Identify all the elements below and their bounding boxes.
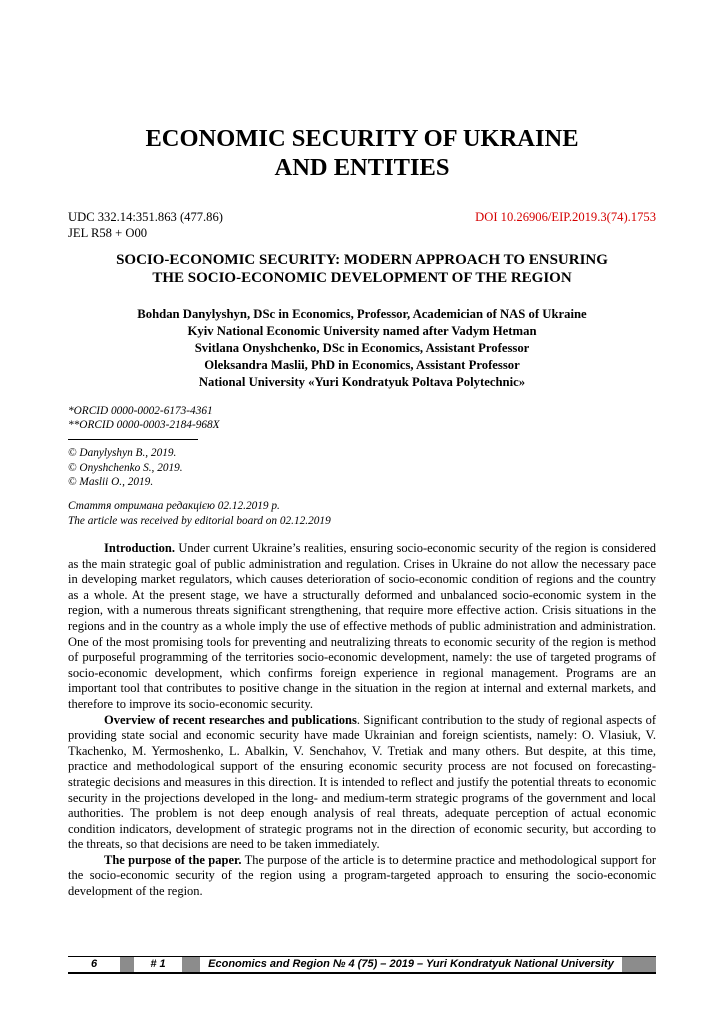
issue-number: # 1 <box>134 957 182 972</box>
author-line: National University «Yuri Kondratyuk Poltava Polytechnic» <box>198 375 526 389</box>
received-ukrainian: Стаття отримана редакцією 02.12.2019 р. <box>68 500 280 512</box>
introduction-paragraph <box>68 541 656 713</box>
orcid-list <box>68 404 220 432</box>
footnote-divider <box>68 439 198 440</box>
section-title-line-2: AND ENTITIES <box>274 154 450 181</box>
overview-text: . Significant contribution to the study of regional aspects of providing state social and economic security have made Ukrainian and foreign scientists, namely: O. Vlasiuk, V. Tkachenko, M. Yermoshenko, L. Abalkin, V. Senchahov, V. Tretiak and many others. But despite, at this time, practice and methodological support of the ensuring economic security process are not focused on forecasting-strategic decisions and measures in this direction. It is intended to reflect and justify the potential threats to economic security in the projections developed in the long- and medium-term strategic programs of the government and local authorities. The problem is not deep enough analysis of real threats, adequate perception of actual economic condition indicators, development of strategic programs not in the direction of economic security, but according to the threats, so that decisions are need to be taken immediately. <box>68 712 656 852</box>
author-line: Oleksandra Maslii, PhD in Economics, Assistant Professor <box>204 358 520 372</box>
footer-separator <box>120 957 134 972</box>
section-title <box>68 124 656 182</box>
article-title <box>68 251 656 287</box>
footer-end-block <box>622 957 656 972</box>
journal-name: Economics and Region № 4 (75) – 2019 – Yuri Kondratyuk National University <box>200 957 622 972</box>
received-english: The article was received by editorial board on 02.12.2019 <box>68 514 331 527</box>
author-list <box>68 306 656 391</box>
orcid-line: *ORCID 0000-0002-6173-4361 <box>68 405 213 417</box>
orcid-line: **ORCID 0000-0003-2184-968X <box>68 419 220 431</box>
copyright-line: © Maslii O., 2019. <box>68 476 154 488</box>
section-title-line-1: ECONOMIC SECURITY OF UKRAINE <box>145 125 579 152</box>
received-note <box>68 499 331 528</box>
doi-link[interactable]: DOI 10.26906/EIP.2019.3(74).1753 <box>475 210 656 224</box>
overview-paragraph <box>68 713 656 853</box>
author-line: Svitlana Onyshchenko, DSc in Economics, Assistant Professor <box>194 341 530 355</box>
article-metadata <box>68 209 656 241</box>
purpose-text: The purpose of the article is to determine practice and methodological support for the socio-economic security of the region using a program-targeted approach to ensuring the socio-economic development of the region. <box>68 852 656 899</box>
article-title-line-2: THE SOCIO-ECONOMIC DEVELOPMENT OF THE REGION <box>152 270 572 286</box>
article-title-line-1: SOCIO-ECONOMIC SECURITY: MODERN APPROACH TO ENSURING <box>116 252 608 268</box>
page-number: 6 <box>68 957 120 972</box>
purpose-paragraph <box>68 853 656 900</box>
jel-code: JEL R58 + O00 <box>68 226 148 240</box>
overview-heading: Overview of recent researches and publications <box>104 712 357 727</box>
copyright-list <box>68 446 183 490</box>
purpose-heading: The purpose of the paper. <box>104 852 242 867</box>
copyright-line: © Onyshchenko S., 2019. <box>68 461 183 474</box>
introduction-heading: Introduction. <box>104 541 175 555</box>
copyright-line: © Danylyshyn B., 2019. <box>68 447 177 459</box>
introduction-text: Under current Ukraine’s realities, ensuring socio-economic security of the region is considered as the main strategic goal of public administration and regulation. Crises in Ukraine do not allow the necessary pace in developing market regulators, which causes deterioration of socio-economic condition of regions and the country as a whole. At the present stage, we have a structurally deformed and unbalanced socio-economic system in the region, with a numerous threats significant strengthening, that require more effective action. Crisis situations in the regions and in the country as a whole imply the use of effective methods of public administration and administration. One of the most promising tools for preventing and neutralizing threats to economic security of the region is method of purposeful programming of the territories socio-economic development, namely: the use of targeted programs of socio-economic development, which confirms foreign experience in regional management. Programs are an important tool that contributes to positive change in the situation in the region at internal and external markets, and therefore to improve its socio-economic security. <box>68 541 656 711</box>
page-footer <box>68 956 656 974</box>
udc-code: UDC 332.14:351.863 (477.86) <box>68 210 223 224</box>
author-line: Kyiv National Economic University named after Vadym Hetman <box>187 324 537 338</box>
article-body <box>68 541 656 900</box>
author-line: Bohdan Danylyshyn, DSc in Economics, Professor, Academician of NAS of Ukraine <box>137 307 587 321</box>
footer-separator <box>182 957 200 972</box>
